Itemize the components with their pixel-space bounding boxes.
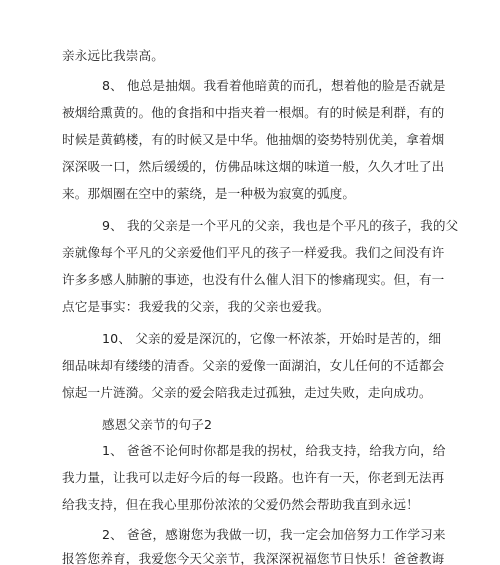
text-line: 惊起一片涟漪。父亲的爱会陪我走过孤独，走过失败，走向成功。 — [62, 385, 432, 400]
list-item-1-line: 1、 爸爸不论何时你都是我的拐杖，给我支持，给我方向，给 — [102, 443, 446, 458]
section-heading: 感恩父亲节的句子2 — [102, 417, 213, 432]
text-line: 细品味却有缕缕的清香。父亲的爱像一面湖泊，女儿任何的不适都会 — [62, 358, 445, 373]
text-line: 被烟给熏黄的。他的食指和中指夹着一根烟。有的时候是利群，有的 — [62, 105, 445, 120]
list-item-10-line: 10、 父亲的爱是深沉的，它像一杯浓茶，开始时是苦的，细 — [102, 331, 442, 346]
text-line: 报答您养育，我爱您今天父亲节，我深深祝福您节日快乐！爸爸教诲 — [62, 551, 445, 565]
list-item-9-line: 9、 我的父亲是一个平凡的父亲，我也是个平凡的孩子，我的父 — [102, 218, 459, 233]
text-line: 亲永远比我崇高。 — [62, 48, 164, 63]
list-item-2-line: 2、 爸爸，感谢您为我做一切，我一定会加倍努力工作学习来 — [102, 527, 446, 542]
text-line: 点它是事实：我爱我的父亲，我的父亲也爱我。 — [62, 299, 330, 314]
text-line: 给我支持，但在我心里那份浓浓的父爱仍然会帮助我直到永远！ — [62, 497, 419, 512]
text-line: 我力量，让我可以走好今后的每一段路。也许有一天，你老到无法再 — [62, 470, 445, 485]
text-line: 时候是黄鹤楼，有的时候又是中华。他抽烟的姿势特别优美，拿着烟 — [62, 132, 445, 147]
text-line: 许多多感人肺腑的事迹，也没有什么催人泪下的惨痛现实。但，有一 — [62, 272, 445, 287]
text-line: 深深吸一口，然后缓缓的，仿佛品味这烟的味道一般，久久才吐了出 — [62, 159, 445, 174]
text-line: 亲就像每个平凡的父亲爱他们平凡的孩子一样爱我。我们之间没有许 — [62, 245, 445, 260]
list-item-8-line: 8、 他总是抽烟。我看着他暗黄的而孔，想着他的脸是否就是 — [102, 78, 446, 93]
text-line: 来。那烟圈在空中的萦绕，是一种极为寂寞的弧度。 — [62, 186, 356, 201]
